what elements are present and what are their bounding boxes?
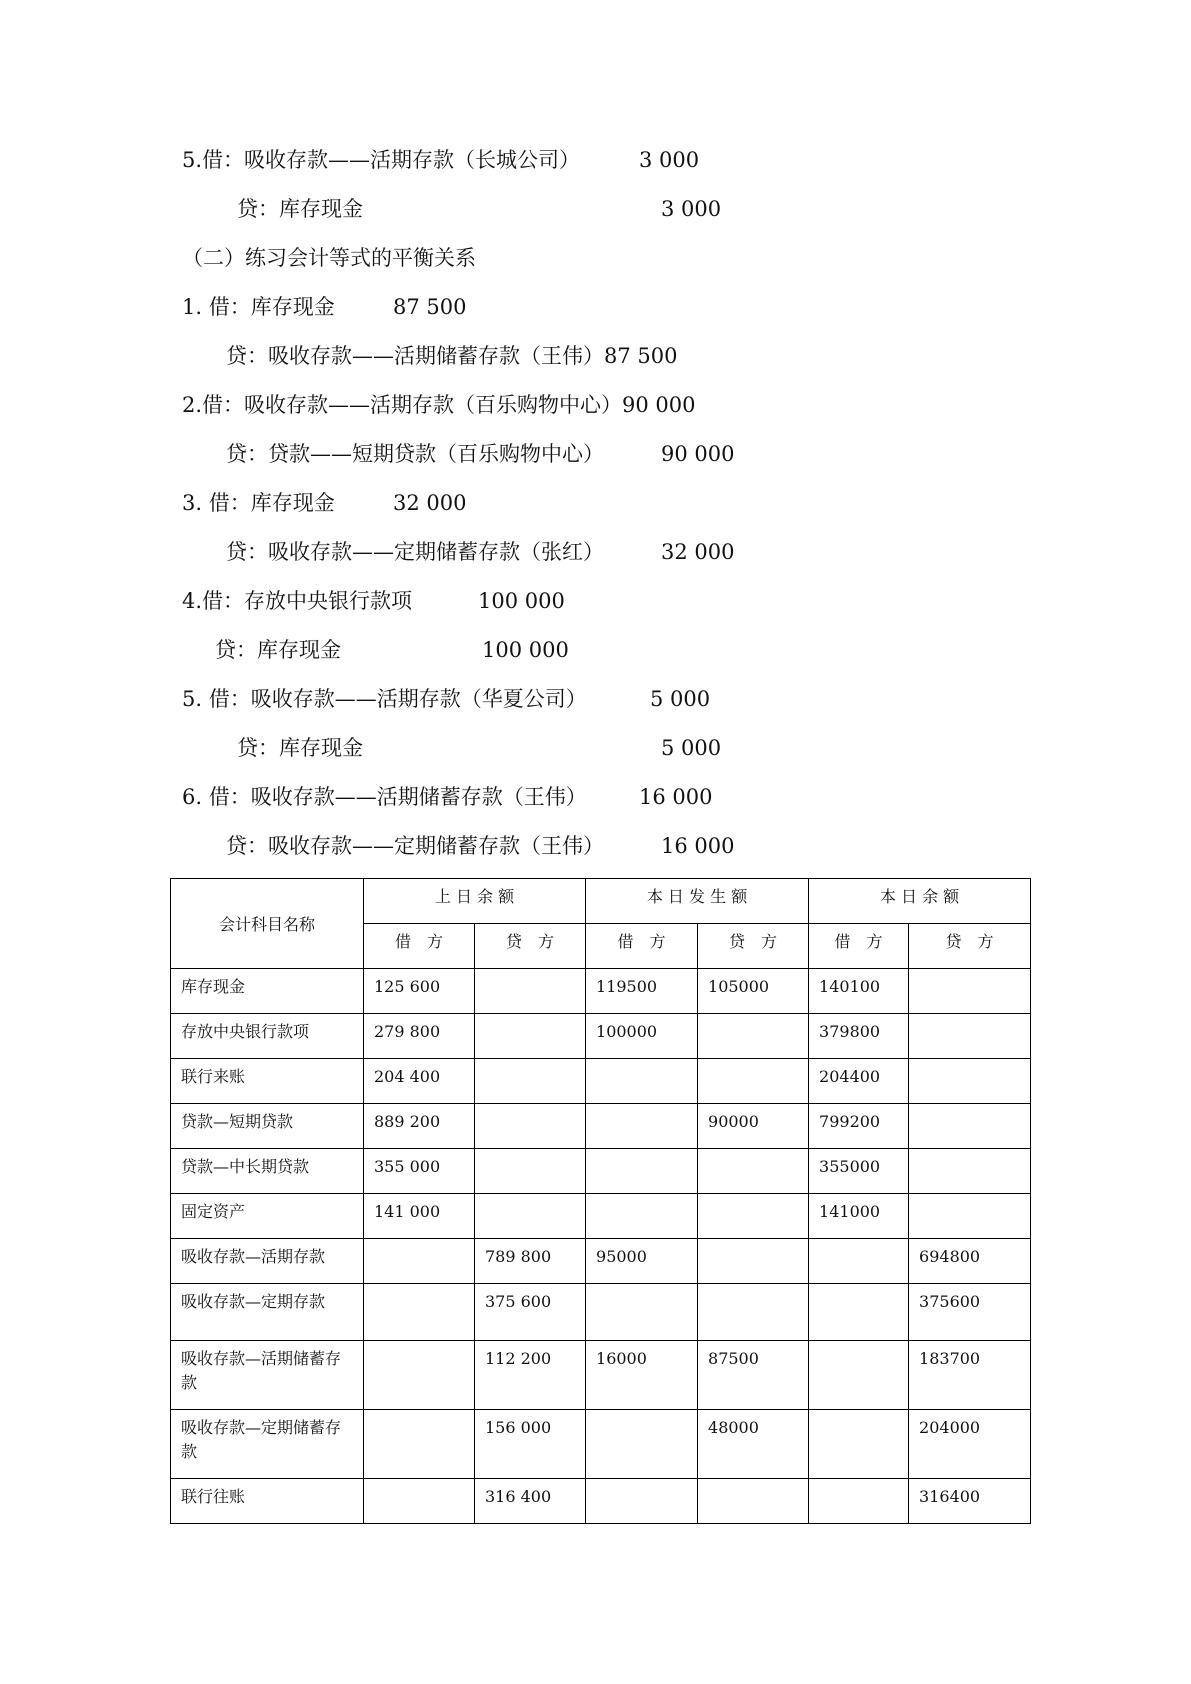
- act-credit-header: 贷 方: [698, 924, 809, 969]
- subject-cell: 吸收存款—定期储蓄存款: [171, 1410, 364, 1479]
- prev-credit-cell: [475, 1149, 586, 1194]
- prev-debit-cell: [364, 1479, 475, 1524]
- bal-debit-cell: [809, 1479, 909, 1524]
- prev-debit-cell: [364, 1341, 475, 1410]
- prev-credit-cell: [475, 1014, 586, 1059]
- table-row: [171, 1341, 1031, 1410]
- entry-1-debit: 1. 借：库存现金: [182, 295, 335, 319]
- entry-5a-debit: 5.借：吸收存款——活期存款（长城公司）: [182, 148, 581, 172]
- subject-cell: 固定资产: [171, 1194, 364, 1239]
- prev-credit-header: 贷 方: [475, 924, 586, 969]
- act-debit-cell: 16000: [586, 1341, 698, 1410]
- act-debit-cell: [586, 1149, 698, 1194]
- bal-debit-cell: [809, 1341, 909, 1410]
- bal-debit-cell: 355000: [809, 1149, 909, 1194]
- act-debit-cell: [586, 1059, 698, 1104]
- bal-credit-cell: [909, 969, 1031, 1014]
- bal-credit-cell: 375600: [909, 1284, 1031, 1341]
- act-credit-cell: [698, 1239, 809, 1284]
- subject-cell: 联行来账: [171, 1059, 364, 1104]
- act-debit-cell: [586, 1104, 698, 1149]
- bal-credit-cell: [909, 1014, 1031, 1059]
- entry-6-credit-amount: 16 000: [661, 834, 735, 858]
- bal-debit-cell: [809, 1284, 909, 1341]
- bal-debit-header: 借 方: [809, 924, 909, 969]
- subject-cell: 库存现金: [171, 969, 364, 1014]
- prev-debit-cell: 141 000: [364, 1194, 475, 1239]
- entry-4-credit-amount: 100 000: [482, 638, 569, 662]
- prev-debit-cell: [364, 1284, 475, 1341]
- entry-1-credit: 贷：吸收存款——活期储蓄存款（王伟）87 500: [226, 344, 678, 368]
- subject-cell: 存放中央银行款项: [171, 1014, 364, 1059]
- prev-debit-cell: 204 400: [364, 1059, 475, 1104]
- entry-5b-credit: 贷：库存现金: [237, 736, 363, 760]
- entry-2-credit-amount: 90 000: [661, 442, 735, 466]
- table-row: [171, 1149, 1031, 1194]
- prev-credit-cell: 789 800: [475, 1239, 586, 1284]
- bal-credit-cell: [909, 1149, 1031, 1194]
- subject-cell: 联行往账: [171, 1479, 364, 1524]
- act-credit-cell: 48000: [698, 1410, 809, 1479]
- subject-cell: 吸收存款—定期存款: [171, 1284, 364, 1341]
- prev-debit-cell: 889 200: [364, 1104, 475, 1149]
- bal-credit-cell: [909, 1194, 1031, 1239]
- prev-credit-cell: [475, 1104, 586, 1149]
- today-balance-header: 本 日 余 额: [809, 879, 1031, 924]
- today-activity-header: 本 日 发 生 额: [586, 879, 809, 924]
- subject-cell: 贷款—短期贷款: [171, 1104, 364, 1149]
- entry-5a-debit-amount: 3 000: [639, 148, 700, 172]
- entry-4-debit: 4.借：存放中央银行款项: [182, 589, 413, 613]
- section-heading: （二）练习会计等式的平衡关系: [182, 246, 476, 270]
- bal-debit-cell: 799200: [809, 1104, 909, 1149]
- prev-debit-cell: 355 000: [364, 1149, 475, 1194]
- table-row: [171, 1410, 1031, 1479]
- entry-3-debit-amount: 32 000: [393, 491, 467, 515]
- prev-debit-cell: 125 600: [364, 969, 475, 1014]
- entry-6-debit: 6. 借：吸收存款——活期储蓄存款（王伟）: [182, 785, 587, 809]
- prev-balance-header: 上 日 余 额: [364, 879, 586, 924]
- subject-cell: 贷款—中长期贷款: [171, 1149, 364, 1194]
- act-credit-cell: [698, 1014, 809, 1059]
- subject-cell: 吸收存款—活期储蓄存款: [171, 1341, 364, 1410]
- act-credit-cell: [698, 1194, 809, 1239]
- entry-5b-debit-amount: 5 000: [650, 687, 711, 711]
- entry-2-debit: 2.借：吸收存款——活期存款（百乐购物中心）90 000: [182, 393, 696, 417]
- act-credit-cell: [698, 1059, 809, 1104]
- prev-credit-cell: 316 400: [475, 1479, 586, 1524]
- bal-credit-header: 贷 方: [909, 924, 1031, 969]
- prev-credit-cell: 156 000: [475, 1410, 586, 1479]
- entry-3-credit-amount: 32 000: [661, 540, 735, 564]
- act-credit-cell: [698, 1284, 809, 1341]
- act-credit-cell: [698, 1149, 809, 1194]
- act-debit-cell: [586, 1284, 698, 1341]
- bal-debit-cell: 379800: [809, 1014, 909, 1059]
- table-row: [171, 1059, 1031, 1104]
- entry-6-credit: 贷：吸收存款——定期储蓄存款（王伟）: [226, 834, 604, 858]
- table-row: [171, 1239, 1031, 1284]
- table-row: [171, 1284, 1031, 1341]
- bal-credit-cell: [909, 1104, 1031, 1149]
- balance-table: [170, 878, 1031, 1524]
- act-credit-cell: 87500: [698, 1341, 809, 1410]
- act-debit-cell: 100000: [586, 1014, 698, 1059]
- table-row: [171, 1104, 1031, 1149]
- entry-3-credit: 贷：吸收存款——定期储蓄存款（张红）: [226, 540, 604, 564]
- header-row-1: [171, 879, 1031, 924]
- table-row: [171, 969, 1031, 1014]
- bal-debit-cell: 141000: [809, 1194, 909, 1239]
- act-credit-cell: 90000: [698, 1104, 809, 1149]
- prev-credit-cell: 112 200: [475, 1341, 586, 1410]
- entry-1-debit-amount: 87 500: [393, 295, 467, 319]
- entry-5b-credit-amount: 5 000: [661, 736, 722, 760]
- entry-3-debit: 3. 借：库存现金: [182, 491, 335, 515]
- act-credit-cell: [698, 1479, 809, 1524]
- prev-debit-header: 借 方: [364, 924, 475, 969]
- bal-debit-cell: [809, 1239, 909, 1284]
- act-debit-header: 借 方: [586, 924, 698, 969]
- entry-4-credit: 贷：库存现金: [215, 638, 341, 662]
- entry-2-credit: 贷：贷款——短期贷款（百乐购物中心）: [226, 442, 604, 466]
- table-row: [171, 1014, 1031, 1059]
- act-debit-cell: [586, 1479, 698, 1524]
- table-row: [171, 1479, 1031, 1524]
- bal-credit-cell: 204000: [909, 1410, 1031, 1479]
- prev-credit-cell: [475, 1194, 586, 1239]
- prev-credit-cell: [475, 1059, 586, 1104]
- entry-5b-debit: 5. 借：吸收存款——活期存款（华夏公司）: [182, 687, 587, 711]
- act-debit-cell: 119500: [586, 969, 698, 1014]
- prev-debit-cell: [364, 1410, 475, 1479]
- subject-header: 会计科目名称: [171, 879, 364, 969]
- table-row: [171, 1194, 1031, 1239]
- entry-4-debit-amount: 100 000: [478, 589, 565, 613]
- bal-debit-cell: [809, 1410, 909, 1479]
- prev-debit-cell: [364, 1239, 475, 1284]
- act-debit-cell: 95000: [586, 1239, 698, 1284]
- prev-credit-cell: 375 600: [475, 1284, 586, 1341]
- act-debit-cell: [586, 1194, 698, 1239]
- entry-6-debit-amount: 16 000: [639, 785, 713, 809]
- act-debit-cell: [586, 1410, 698, 1479]
- subject-cell: 吸收存款—活期存款: [171, 1239, 364, 1284]
- bal-credit-cell: 694800: [909, 1239, 1031, 1284]
- bal-debit-cell: 140100: [809, 969, 909, 1014]
- act-credit-cell: 105000: [698, 969, 809, 1014]
- bal-credit-cell: 316400: [909, 1479, 1031, 1524]
- prev-credit-cell: [475, 969, 586, 1014]
- bal-debit-cell: 204400: [809, 1059, 909, 1104]
- bal-credit-cell: [909, 1059, 1031, 1104]
- entry-5a-credit: 贷：库存现金: [237, 197, 363, 221]
- prev-debit-cell: 279 800: [364, 1014, 475, 1059]
- entry-5a-credit-amount: 3 000: [661, 197, 722, 221]
- bal-credit-cell: 183700: [909, 1341, 1031, 1410]
